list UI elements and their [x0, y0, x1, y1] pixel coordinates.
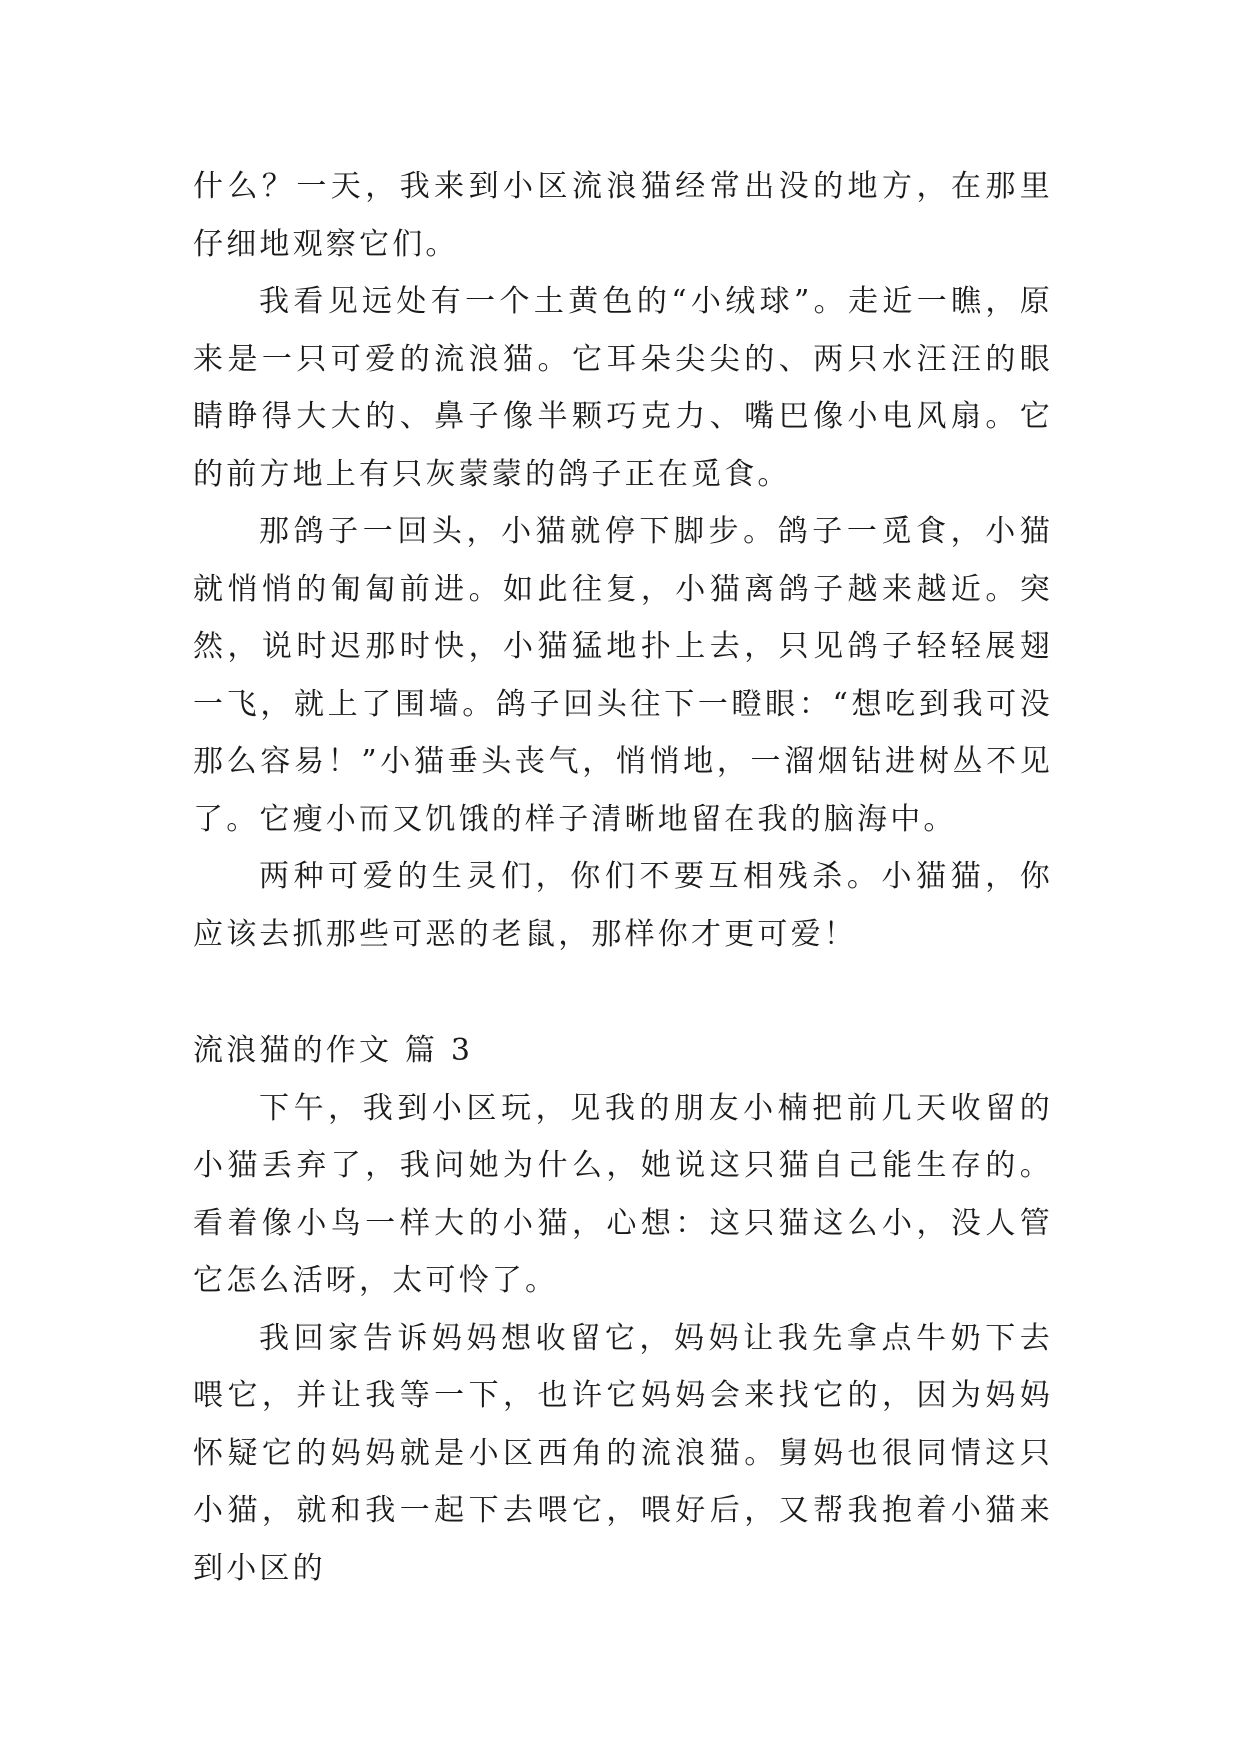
paragraph: 什么？一天，我来到小区流浪猫经常出没的地方，在那里仔细地观察它们。: [193, 169, 1053, 262]
paragraph: 两种可爱的生灵们，你们不要互相残杀。小猫猫，你应该去抓那些可恶的老鼠，那样你才更可爱！: [193, 859, 1053, 952]
document-body: [193, 158, 1053, 1597]
paragraph: 那鸽子一回头，小猫就停下脚步。鸽子一觅食，小猫就悄悄的匍匐前进。如此往复，小猫离鸽子越来越近。突然，说时迟那时快，小猫猛地扑上去，只见鸽子轻轻展翅一飞，就上了围墙。鸽子回头往下一瞪眼：“想吃到我可没那么容易！”小猫垂头丧气，悄悄地，一溜烟钻进树丛不见了。它瘦小而又饥饿的样子清晰地留在我的脑海中。: [193, 514, 1053, 837]
section-heading: 流浪猫的作文 篇 3: [193, 1033, 474, 1068]
paragraph: 我回家告诉妈妈想收留它，妈妈让我先拿点牛奶下去喂它，并让我等一下，也许它妈妈会来找它的，因为妈妈怀疑它的妈妈就是小区西角的流浪猫。舅妈也很同情这只小猫，就和我一起下去喂它，喂好后，又帮我抱着小猫来到小区的: [193, 1320, 1053, 1586]
paragraph: 我看见远处有一个土黄色的“小绒球”。走近一瞧，原来是一只可爱的流浪猫。它耳朵尖尖的、两只水汪汪的眼睛睁得大大的、鼻子像半颗巧克力、嘴巴像小电风扇。它的前方地上有只灰蒙蒙的鸽子正在觅食。: [193, 284, 1053, 492]
paragraph: 下午，我到小区玩，见我的朋友小楠把前几天收留的小猫丢弃了，我问她为什么，她说这只猫自己能生存的。看着像小鸟一样大的小猫，心想：这只猫这么小，没人管它怎么活呀，太可怜了。: [193, 1090, 1053, 1298]
